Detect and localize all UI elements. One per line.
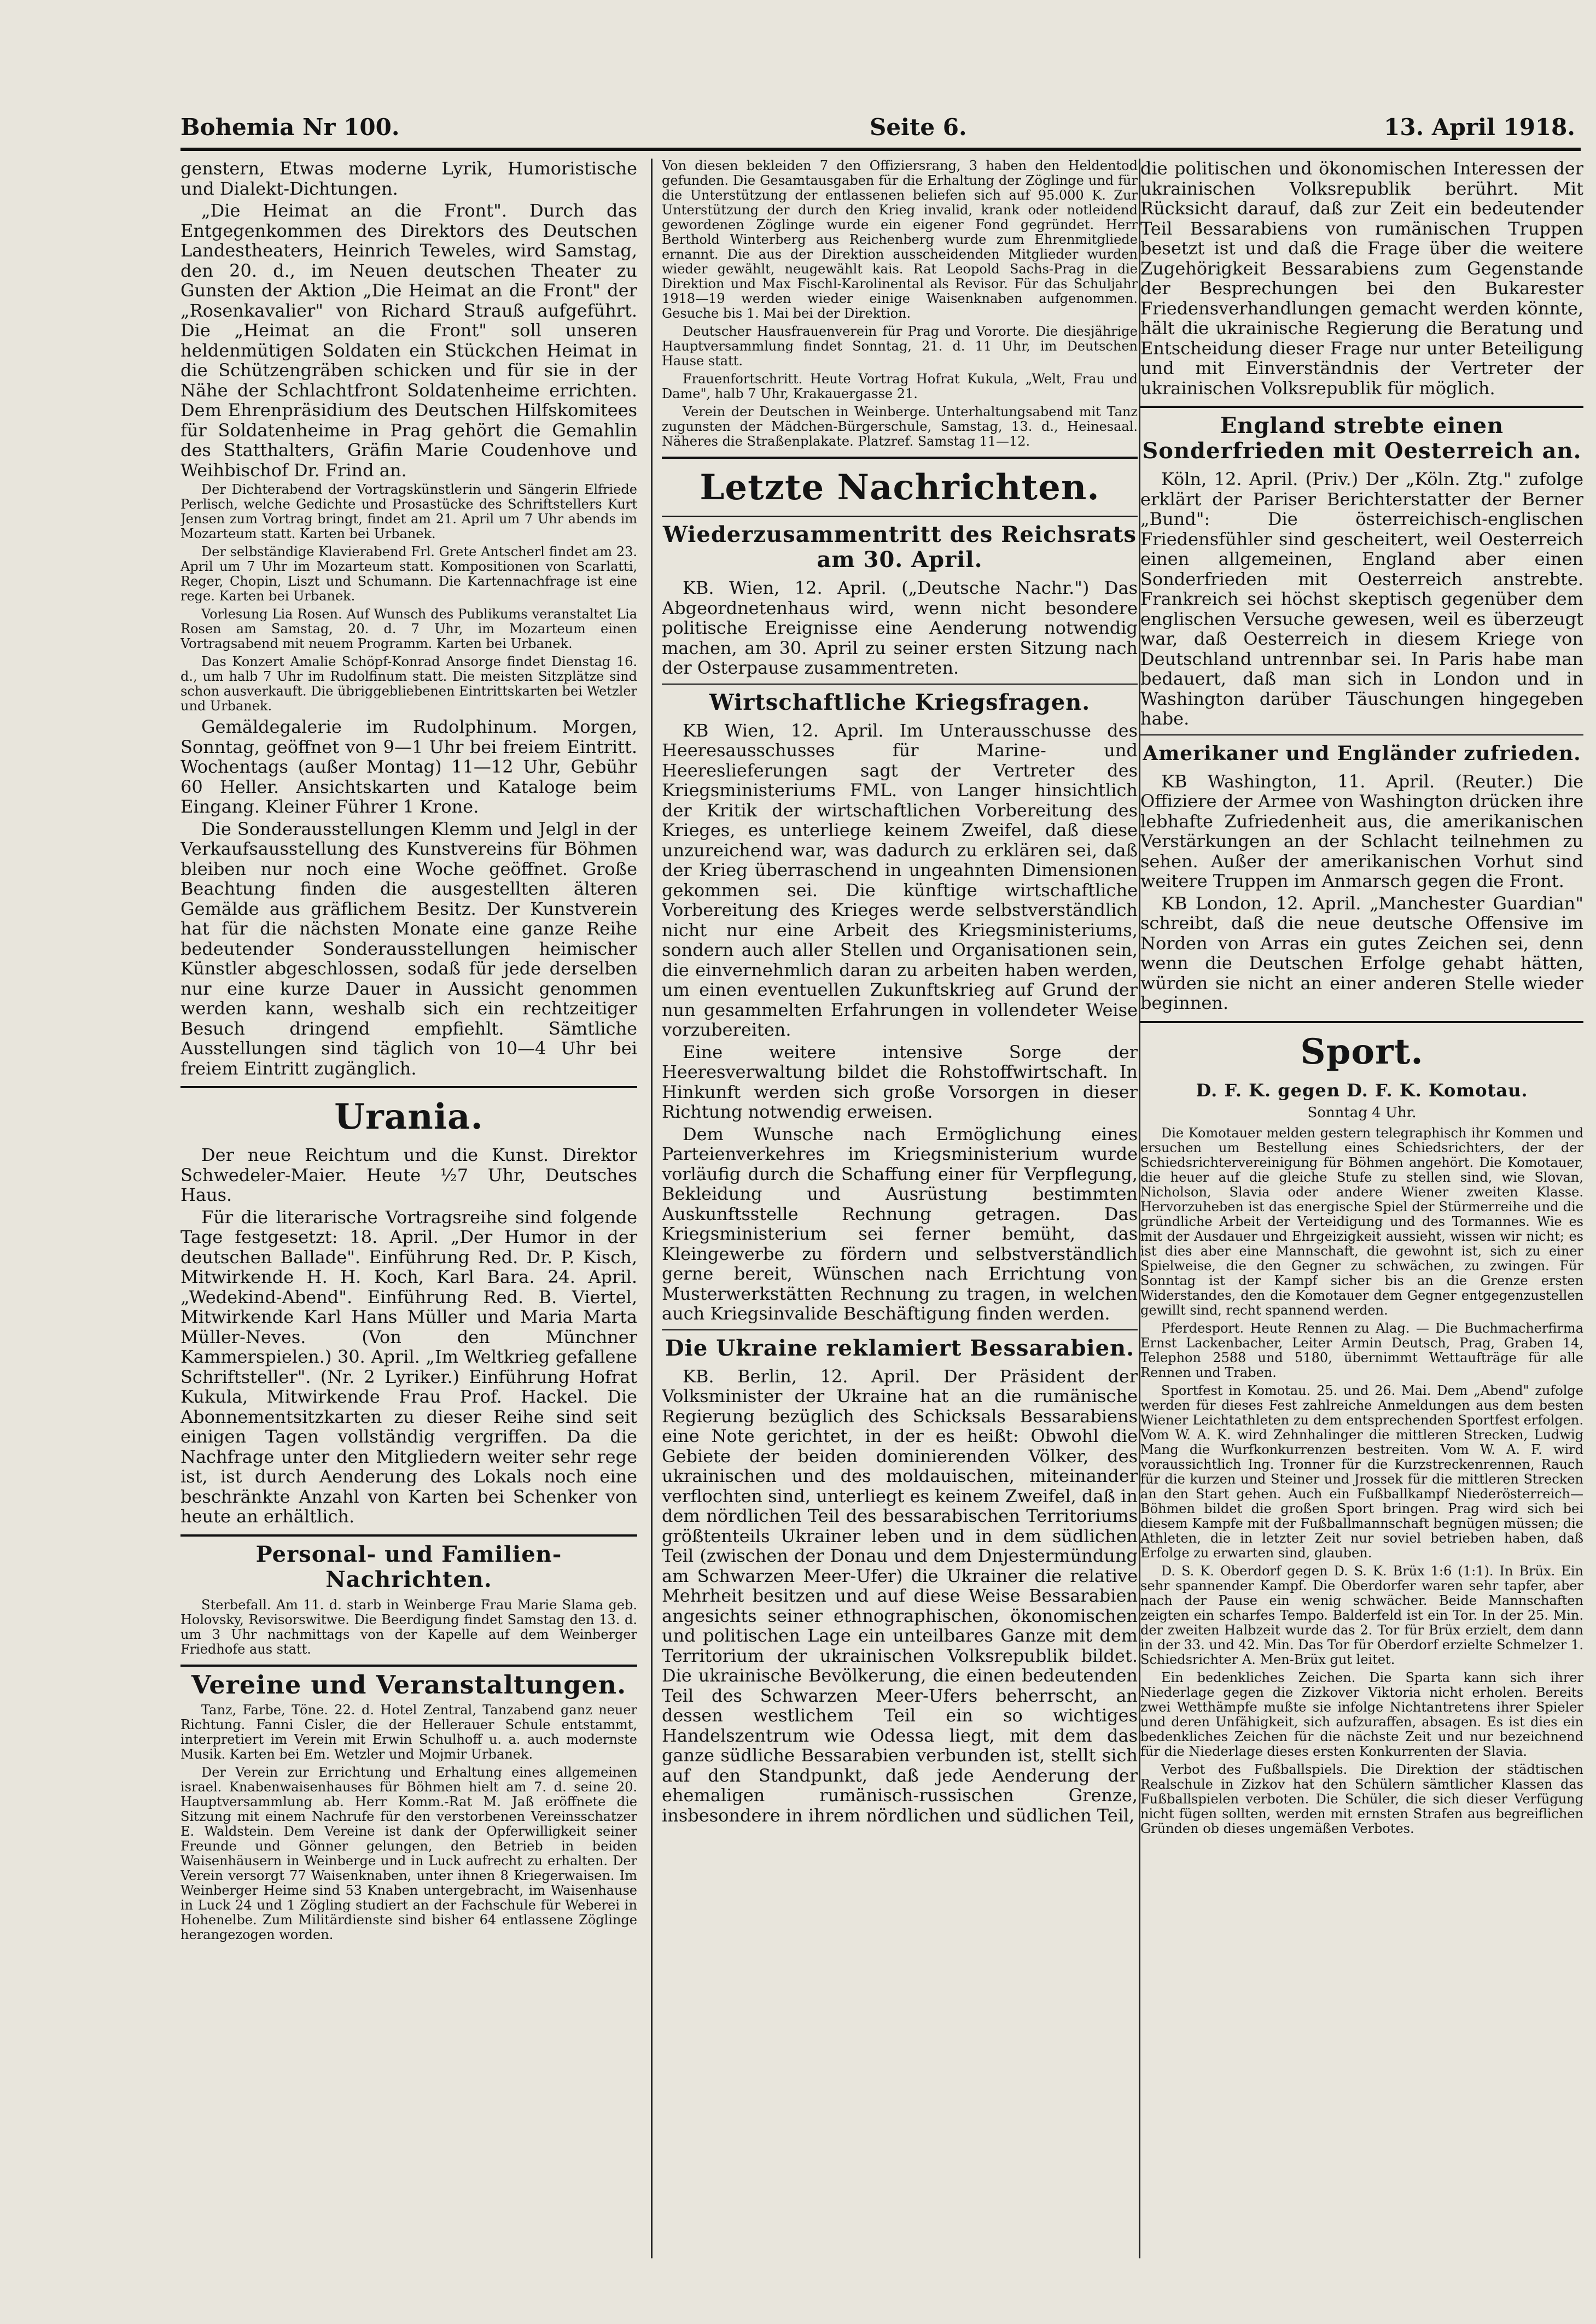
heading-personal: Personal- und Familien-Nachrichten.: [255, 1541, 562, 1592]
separator: [180, 1534, 637, 1537]
separator: [1140, 734, 1583, 735]
article-lyrik: genstern, Etwas moderne Lyrik, Humoristische und Dialekt-Dichtungen.: [180, 159, 637, 199]
separator: [180, 1086, 637, 1088]
notice-konzert: Das Konzert Amalie Schöpf-Konrad Ansorge findet Dienstag 16. d., um halb 7 Uhr im Rudolfinum statt. Die meisten Sitzplätze sind schon ausverkauft. Die übriggebliebenen Eintrittskarten bei Wetzler und Urbanek.: [180, 654, 637, 714]
issue-date: 13. April 1918.: [1384, 114, 1575, 141]
match-time: Sonntag 4 Uhr.: [1307, 1104, 1417, 1121]
notice-vorlesung: Vorlesung Lia Rosen. Auf Wunsch des Publikums veranstaltet Lia Rosen am Samstag, 20. d. 7 Uhr, im Mozarteum einen Vortragsabend mit neuem Programm. Karten bei Urbanek.: [180, 606, 637, 651]
separator: [662, 1329, 1138, 1330]
article-sonderausstellungen: Die Sonderausstellungen Klemm und Jelgl in der Verkaufsausstellung des Kunstvereins für Böhmen bleiben nur noch eine Woche geöffnet. Große Beachtung finden die ausgestellten älteren Gemälde aus gräflichem Besitz. Der Kunstverein hat für die nächsten Monate eine ganze Reihe bedeutender Sonderausstellungen heimischer Künstler abgeschlossen, sodaß für jede derselben nur eine kurze Dauer in Aussicht genommen werden kann, weshalb sich ein rechtzeitiger Besuch dringend empfiehlt. Sämtliche Ausstellungen sind täglich von 10—4 Uhr bei freiem Eintritt zugänglich.: [180, 818, 637, 1079]
heading-dfk-komotau: D. F. K. gegen D. F. K. Komotau.: [1196, 1079, 1528, 1101]
heading-england: England strebte einen Sonderfrieden mit Oesterreich an.: [1142, 413, 1582, 464]
page-header: [180, 109, 1581, 151]
separator: [1140, 1021, 1583, 1023]
notice-verein-deutschen: Verein der Deutschen in Weinberge. Unterhaltungsabend mit Tanz zugunsten der Mädchen-Bürgerschule, Samstag, 13. d., Heinesaal. Näheres die Straßenplakate. Platzref. Samstag 11—12.: [662, 404, 1138, 449]
heading-letzte-nachrichten: Letzte Nachrichten.: [700, 467, 1100, 508]
heading-urania: Urania.: [334, 1096, 484, 1137]
article-vortragsreihe: Für die literarische Vortragsreihe sind folgende Tage festgesetzt: 18. April. „Der Humor in der deutschen Ballade". Einführung Red. Dr. P. Kisch, Mitwirkende H. H. Koch, Karl Bara. 24. April. „Wedekind-Abend". Einführung Red. B. Viertel, Mitwirkende Karl Hans Müller und Maria Marta Müller-Neves. (Von den Münchner Kammerspielen.) 30. April. „Im Weltkrieg gefallene Schriftsteller". (Nr. 2 Lyriker.) Einführung Hofrat Kukula, Mitwirkende Frau Prof. Hackel. Die Abonnementsitzkarten zu dieser Reihe sind seit einigen Tagen vollständig vergriffen. Da die Nachfrage unter den Mitgliedern weiter sehr rege ist, ist durch Aenderung des Lokals noch eine beschränkte Anzahl von Karten bei Schenker von heute an erhältlich.: [180, 1206, 637, 1527]
separator: [662, 516, 1138, 517]
column-2: [662, 159, 1138, 2258]
notice-tanzabend: Tanz, Farbe, Töne. 22. d. Hotel Zentral, Tanzabend ganz neuer Richtung. Fanni Cisler, die der Hellerauer Schule entstammt, interpretiert im Verein mit Erwin Schulhoff u. a. auch modernste Musik. Karten bei Em. Wetzler und Mojmir Urbanek.: [180, 1702, 637, 1762]
article-wien-reichsrat: KB. Wien, 12. April. („Deutsche Nachr.") Das Abgeordnetenhaus wird, wenn nicht besondere politische Ereignisse eine Aenderung notwendig machen, am 30. April zu seiner ersten Sitzung nach der Osterpause zusammentreten.: [662, 577, 1138, 678]
notice-oberdorf-bruex: D. S. K. Oberdorf gegen D. S. K. Brüx 1:6 (1:1). In Brüx. Ein sehr spannender Kampf. Die Oberdorfer waren sehr tapfer, aber nach der Pause ein wenig schwächer. Beide Mannschaften zeigten ein scharfes Tempo. Balderfeld ist ein Tor. In der 25. Min. der zweiten Halbzeit wurde das 2. Tor für Brüx erzielt, dem dann in der 33. und 42. Min. Das Tor für Oberdorf erzielte Schmelzer 1. Schiedsrichter A. Men-Brüx gut leitet.: [1140, 1563, 1583, 1667]
notice-dichterabend: Der Dichterabend der Vortragskünstlerin und Sängerin Elfriede Perlisch, welche Gedichte und Prosastücke des Schriftstellers Kurt Jensen zum Vortrag bringt, findet am 21. April um 7 Uhr abends im Mozarteum statt. Karten bei Urbanek.: [180, 482, 637, 541]
notice-frauenfortschritt: Frauenfortschritt. Heute Vortrag Hofrat Kukula, „Welt, Frau und Dame", halb 7 Uhr, Krakauergasse 21.: [662, 371, 1138, 401]
notice-fussball-verbot: Verbot des Fußballspiels. Die Direktion der städtischen Realschule in Zizkov hat den Schülern sämtlicher Klassen das Fußballspielen verboten. Die Schüler, die sich dieser Verfügung nicht fügen sollten, werden mit ernsten Strafen aus begreiflichen Gründen ob dieses ungemäßen Verbotes.: [1140, 1762, 1583, 1836]
notice-sportfest: Sportfest in Komotau. 25. und 26. Mai. Dem „Abend" zufolge werden für dieses Fest zahlreiche Anmeldungen aus dem besten Wiener Leichtathleten zu dem entsprechenden Sportfest erfolgen. Vom W. A. K. wird Zehnhalinger die mittleren Strecken, Ludwig Mang die Wurfkonkurrenzen bestreiten. Vom W. A. F. wird voraussichtlich Ing. Tronner für die Kurzstreckenrennen, Rauch für die kurzen und Steiner und Jrossek für die mittleren Strecken an den Start gehen. Auch ein Fußballkampf Niederösterreich—Böhmen bildet die großen Sport bringen. Prag wird sich bei diesem Kampfe mit der Fußballmannschaft begnügen müssen; die Athleten, die in letzter Zeit nur soviel betrieben haben, daß Erfolge zu erwarten sind, glauben.: [1140, 1383, 1583, 1561]
article-parteienverkehr: Dem Wunsche nach Ermöglichung eines Parteienverkehres im Kriegsministerium wurde vorläufig durch die Schaffung einer für Verpflegung, Bekleidung und Ausrüstung bestimmten Auskunftsstelle Rechnung getragen. Das Kriegsministerium sei ferner bemüht, das Kleingewerbe zu fördern und selbstverständlich gerne bereit, Wünschen nach Errichtung von Musterwerkstätten Rechnung zu tragen, in welchen auch Kriegsinvalide Beschäftigung finden werden.: [662, 1123, 1138, 1324]
notice-offiziere: Von diesen bekleiden 7 den Offiziersrang, 3 haben den Heldentod gefunden. Die Gesamtausgaben für die Erhaltung der Zöglinge und für die Unterstützung der entlassenen beliefen sich auf 95.000 K. Zur Unterstützung der durch den Krieg invalid, krank oder notleidend gewordenen Zöglinge wurde ein eigener Fond gegründet. Herr Berthold Winterberg aus Reichenberg wurde zum Ehrenmitgliede ernannt. Die aus der Direktion ausscheidenden Mitglieder wurden wieder gewählt, neugewählt kais. Rat Leopold Sachs-Prag in die Direktion und Max Fischl-Karolinental als Revisor. Für das Schuljahr 1918—19 werden wieder einige Waisenknaben aufgenommen. Gesuche bis 1. Mai bei der Direktion.: [662, 159, 1138, 321]
notice-bedenkliches-zeichen: Ein bedenkliches Zeichen. Die Sparta kann sich ihrer Niederlage gegen die Zizkover Viktoria nicht erholen. Bereits zwei Wetthämpfe mußte sie infolge Nichtantretens ihrer Spieler und deren Unfähigkeit, sich aufzuraffen, absagen. Es ist dies ein bedenkliches Zeichen für die nächste Zeit und nur bezeichnend für die Niederlage dieses ersten Konkurrenten der Slavia.: [1140, 1670, 1583, 1759]
article-bessarabien-cont: die politischen und ökonomischen Interessen der ukrainischen Volksrepublik berührt. Mit Rücksicht darauf, daß zur Zeit ein bedeutender Teil Bessarabiens von rumänischen Truppen besetzt ist und daß die Frage über die weitere Zugehörigkeit Bessarabiens zum Gegenstande der Besprechungen bei den Bukarester Friedensverhandlungen gemacht werden könnte, hält die ukrainische Regierung die Beratung und Entscheidung dieser Frage nur unter Beteiligung und mit Einverständnis der Vertreter der ukrainischen Volksrepublik für möglich.: [1140, 159, 1583, 399]
notice-klavierabend: Der selbständige Klavierabend Frl. Grete Antscherl findet am 23. April um 7 Uhr im Mozarteum statt. Kompositionen von Scarlatti, Reger, Chopin, Liszt und Schumann. Die Kartennachfrage ist eine rege. Karten bei Urbanek.: [180, 544, 637, 604]
article-galerie: Gemäldegalerie im Rudolphinum. Morgen, Sonntag, geöffnet von 9—1 Uhr bei freiem Eintritt. Wochentags (außer Montag) 11—12 Uhr, Gebühr 60 Heller. Ansichtskarten und Kataloge beim Eingang. Kleiner Führer 1 Krone.: [180, 716, 637, 817]
heading-amerikaner: Amerikaner und Engländer zufrieden.: [1143, 741, 1581, 765]
column-1: [180, 159, 637, 2258]
notice-sterbefall: Sterbefall. Am 11. d. starb in Weinberge Frau Marie Slama geb. Holovsky, Revisorswitwe. Die Beerdigung findet Samstag den 13. d. um 3 Uhr nachmittags von der Kapelle auf dem Weinberger Friedhofe aus statt.: [180, 1597, 637, 1657]
heading-reichsrat: Wiederzusammentritt des Reichsrats am 30. April.: [662, 522, 1137, 573]
article-berlin-ukraine: KB. Berlin, 12. April. Der Präsident der Volksminister der Ukraine hat an die rumänische Regierung bezüglich des Schicksals Bessarabiens eine Note gerichtet, in der es heißt: Obwohl die Gebiete der beiden dominierenden Völker, des ukrainischen und des moldauischen, miteinander verflochten sind, unterliegt es keinem Zweifel, daß in dem nördlichen Teil des bessarabischen Territoriums größtenteils Ukrainer leben und in dem südlichen Teil (zwischen der Donau und dem Dnjestermündung am Schwarzen Meer-Ufer) die Ukrainer die relative Mehrheit besitzen und auf diese Weise Bessarabien angesichts seiner ethnographischen, ökonomischen und politischen Lage ein unteilbares Ganze mit dem Territorium der ukrainischen Volksrepublik bildet. Die ukrainische Bevölkerung, die einen bedeutenden Teil des Schwarzen Meer-Ufers beherrscht, an dessen westlichem Teil ein so wichtiges Handelszentrum wie Odessa liegt, mit dem das ganze südliche Bessarabien verbunden ist, stellt sich auf den Standpunkt, daß jede Aenderung der ehemaligen rumänisch-russischen Grenze, insbesondere in ihrem nördlichen und südlichen Teil,: [662, 1365, 1138, 1826]
notice-pferdesport: Pferdesport. Heute Rennen zu Alag. — Die Buchmacherfirma Ernst Lackenbacher, Leiter Armin Deutsch, Prag, Graben 14, Telephon 2588 und 5180, übernimmt Wettaufträge für alle Rennen und Traben.: [1140, 1321, 1583, 1380]
article-reichtum: Der neue Reichtum und die Kunst. Direktor Schwedeler-Maier. Heute ½7 Uhr, Deutsches Haus.: [180, 1145, 637, 1205]
separator: [1140, 406, 1583, 408]
article-london: KB London, 12. April. „Manchester Guardian" schreibt, daß die neue deutsche Offensive im Norden von Arras ein gutes Zeichen sei, denn wenn die Deutschen Erfolge gehabt hätten, würden sie nicht an einer anderen Stelle wieder beginnen.: [1140, 892, 1583, 1013]
heading-ukraine: Die Ukraine reklamiert Bessarabien.: [665, 1335, 1135, 1361]
article-wien-kriegsfragen: KB Wien, 12. April. Im Unterausschusse des Heeresausschusses für Marine- und Heereslieferungen sagt der Vertreter des Kriegsministeriums FML. von Langer hinsichtlich der Kritik der wirtschaftlichen Vorbereitung des Krieges, es unterliege keinem Zweifel, daß diese unzureichend war, was dadurch zu erklären sei, daß der Krieg überraschend in ungeahnten Dimensionen gekommen sei. Die künftige wirtschaftliche Vorbereitung des Krieges werde selbstverständlich nicht nur eine Arbeit des Kriegsministeriums, sondern auch aller Stellen und Organisationen sein, die einvernehmlich daran zu arbeiten haben werden, um einen eventuellen Zukunftskrieg auf Grund der nun gesammelten Erfahrungen in vollendeter Weise vorzubereiten.: [662, 720, 1138, 1040]
notice-waisenhaus: Der Verein zur Errichtung und Erhaltung eines allgemeinen israel. Knabenwaisenhauses für Böhmen hielt am 7. d. seine 20. Hauptversammlung ab. Herr Komm.-Rat M. Jaß eröffnete die Sitzung mit einem Nachrufe für den verstorbenen Vereinsschatzer E. Waldstein. Dem Vereine ist dank der Opferwilligkeit seiner Freunde und Gönner gelungen, den Betrieb in beiden Waisenhäusern in Weinberge und in Luck aufrecht zu erhalten. Der Verein versorgt 77 Waisenknaben, unter ihnen 8 Kriegerwaisen. Im Weinberger Heime sind 53 Knaben untergebracht, im Waisenhause in Luck 24 und 1 Zögling studiert an der Fachschule für Weberei in Hohenelbe. Zum Militärdienste sind bisher 64 entlassene Zöglinge herangezogen worden.: [180, 1764, 637, 1942]
article-heimat: „Die Heimat an die Front". Durch das Entgegenkommen des Direktors des Deutschen Landestheaters, Heinrich Teweles, wird Samstag, den 20. d., im Neuen deutschen Theater zu Gunsten der Aktion „Die Heimat an die Front" der „Rosenkavalier" von Richard Strauß aufgeführt. Die „Heimat an die Front" soll unseren heldenmütigen Soldaten ein Stückchen Heimat in die Schützengräben schicken und für sie in der Nähe der Schlachtfront Soldatenheime errichten. Dem Ehrenpräsidium des Deutschen Hilfskomitees für Soldatenheime in Prag gehört die Gemahlin des Statthalters, Gräfin Marie Coudenhove und Weihbischof Dr. Frind an.: [180, 200, 637, 481]
heading-vereine: Vereine und Veranstaltungen.: [191, 1669, 627, 1700]
article-koeln: Köln, 12. April. (Priv.) Der „Köln. Ztg." zufolge erklärt der Pariser Berichterstatter der Berner „Bund": Die österreichisch-englischen Friedensfühler sind gescheitert, weil Oesterreich einen allgemeinen, England aber einen Sonderfrieden mit Oesterreich anstrebte. Frankreich sei höchst skeptisch gegenüber dem englischen Versuche gewesen, weil es überzeugt war, daß Oesterreich in diesem Kriege von Deutschland untrennbar sei. In Paris habe man bedauert, daß man sich in London und in Washington darüber Täuschungen hingegeben habe.: [1140, 469, 1583, 729]
paper-name: Bohemia Nr 100.: [180, 114, 400, 141]
column-rule-1: [651, 159, 653, 2258]
notice-hausfrauen: Deutscher Hausfrauenverein für Prag und Vororte. Die diesjährige Hauptversammlung findet Sonntag, 21. d. 11 Uhr, im Deutschen Hause statt.: [662, 324, 1138, 369]
separator: [662, 457, 1138, 459]
separator: [662, 684, 1138, 685]
notice-komotauer: Die Komotauer melden gestern telegraphisch ihr Kommen und ersuchen um Bestellung eines Schiedsrichters, der der Schiedsrichtervereinigung für Böhmen angehört. Die Komotauer, die heuer auf die gleiche Stufe zu stellen sind, wie Slovan, Nicholson, Slavia oder andere Wiener zweiten Klasse. Hervorzuheben ist das energische Spiel der Stürmerreihe und die gründliche Arbeit der Verteidigung und des Tormannes. Wie es mit der Ausdauer und Ehrgeizigkeit aussieht, wissen wir nicht; es ist dies aber eine Mannschaft, die gewohnt ist, sich zu einer Spielweise, die den Gegner zu schwächen, zu zwingen. Für Sonntag ist der Kampf sicher bis an die Grenze ersten Widerstandes, den die Komotauer dem Gegner entgegenzustellen gewillt sind, recht spannend werden.: [1140, 1125, 1583, 1318]
article-rohstoff: Eine weitere intensive Sorge der Heeresverwaltung bildet die Rohstoffwirtschaft. In Hinkunft werden sich große Vorsorgen in dieser Richtung notwendig erweisen.: [662, 1041, 1138, 1122]
page-number: Seite 6.: [870, 114, 967, 141]
column-3: [1140, 159, 1583, 2258]
article-washington: KB Washington, 11. April. (Reuter.) Die Offiziere der Armee von Washington drücken ihre lebhafte Zufriedenheit aus, die amerikanischen Verstärkungen an der Schlacht teilnehmen zu sehen. Außer der amerikanischen Vorhut sind weitere Truppen im Anmarsch gegen die Front.: [1140, 770, 1583, 891]
heading-sport: Sport.: [1300, 1031, 1424, 1072]
heading-kriegsfragen: Wirtschaftliche Kriegsfragen.: [709, 689, 1091, 715]
separator: [180, 1665, 637, 1667]
